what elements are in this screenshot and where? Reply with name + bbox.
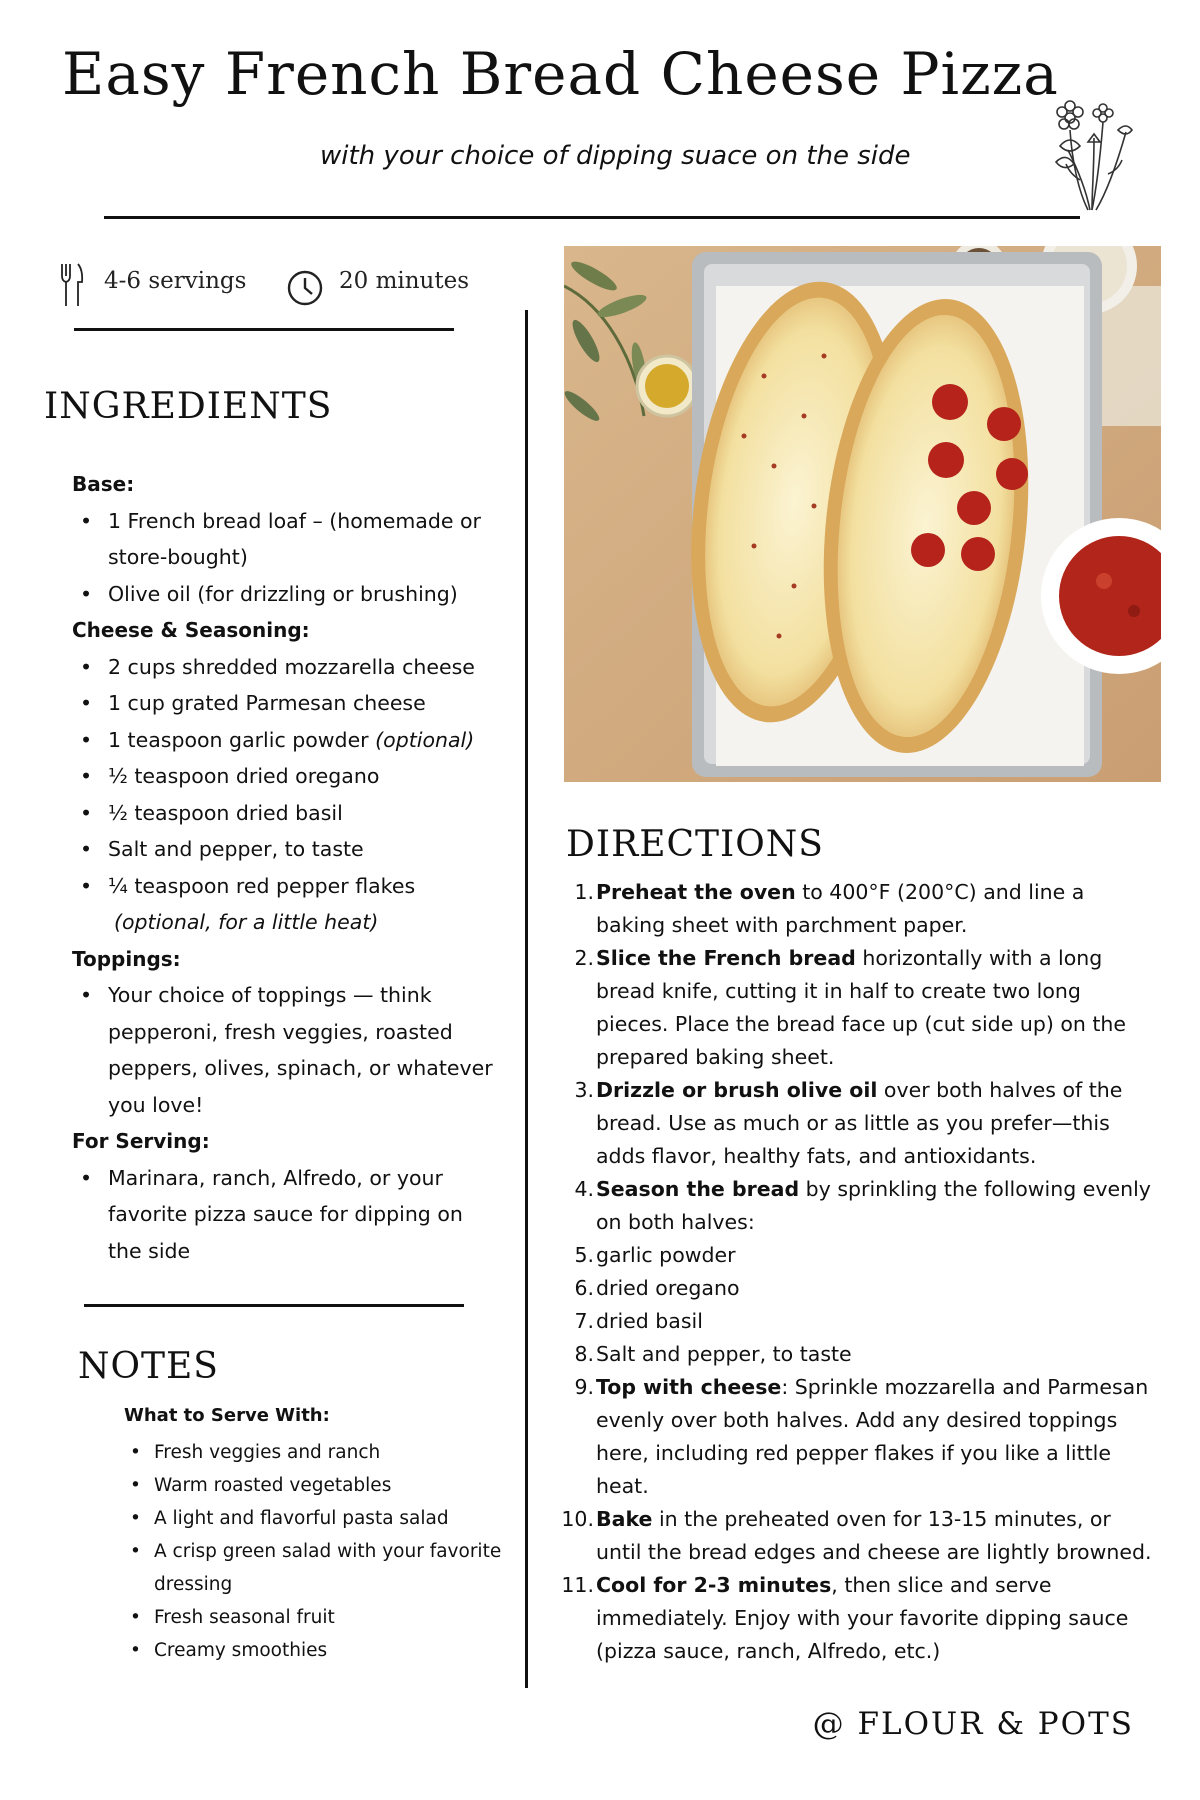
footer-credit: @ FLOUR & POTS [812,1706,1134,1742]
direction-step: 7. dried basil [574,1309,703,1333]
page-subtitle: with your choice of dipping suace on the side [320,141,911,171]
ingredient-group-title: Cheese & Seasoning: [72,618,310,642]
direction-step: 11. Cool for 2-3 minutes, then slice and serve immediately. Enjoy with your favorite dipping sauce (pizza sauce, ranch, Alfredo, etc.) [561,1573,1129,1663]
servings-text: 4-6 servings [104,268,247,294]
ingredient-group-title: For Serving: [72,1129,210,1153]
notes-heading: NOTES [78,1346,219,1387]
ingredient-item: • Marinara, ranch, Alfredo, or your favorite pizza sauce for dipping on the side [72,1160,502,1270]
ingredient-item: • Salt and pepper, to taste [72,831,502,868]
note-item: • Warm roasted vegetables [124,1469,504,1502]
ingredient-item: • 2 cups shredded mozzarella cheese [72,649,502,686]
pizza-photo [564,246,1161,782]
direction-step: 2. Slice the French bread horizontally with a long bread knife, cutting it in half to create two long pieces. Place the bread face up (cut side up) on the prepared baking sheet. [574,946,1127,1069]
direction-step: 5. garlic powder [574,1243,736,1267]
direction-step: 9. Top with cheese: Sprinkle mozzarella and Parmesan evenly over both halves. Add any desired toppings here, including red pepper flakes if you like a little heat. [574,1375,1149,1498]
page-title: Easy French Bread Cheese Pizza [62,40,1059,108]
ingredients-heading: INGREDIENTS [44,386,333,427]
clock-icon [286,269,324,307]
optional-note: (optional, for a little heat) [114,910,379,934]
ingredient-item: • 1 cup grated Parmesan cheese [72,685,502,722]
flower-doodle-icon [1048,100,1140,212]
direction-step: 3. Drizzle or brush olive oil over both halves of the bread. Use as much or as little as you prefer—this adds flavor, healthy fats, and antioxidants. [574,1078,1123,1168]
note-item: • A light and flavorful pasta salad [124,1502,504,1535]
notes-list [124,1402,504,1667]
note-item: • A crisp green salad with your favorite dressing [124,1535,504,1601]
ingredient-group-title: Toppings: [72,946,181,971]
meta-divider [74,328,454,331]
ingredient-item: • Olive oil (for drizzling or brushing) [72,576,502,613]
ingredients-divider [84,1304,464,1307]
note-item: • Fresh veggies and ranch [124,1436,504,1469]
direction-step: 10. Bake in the preheated oven for 13-15 minutes, or until the bread edges and cheese are lightly browned. [561,1507,1152,1564]
header-divider [104,216,1080,219]
direction-step: 6. dried oregano [574,1276,740,1300]
ingredient-item: • Your choice of toppings — think pepperoni, fresh veggies, roasted peppers, olives, spinach, or whatever you love! [72,977,502,1123]
ingredient-item: • 1 French bread loaf – (homemade or store-bought) [72,503,502,576]
direction-step: 1. Preheat the oven to 400°F (200°C) and line a baking sheet with parchment paper. [574,880,1085,937]
directions-heading: DIRECTIONS [566,824,824,865]
note-item: • Creamy smoothies [124,1634,504,1667]
optional-note: (optional) [375,727,475,752]
ingredient-group-title: Base: [72,472,135,496]
direction-step: 8. Salt and pepper, to taste [574,1342,852,1366]
directions-list [561,876,1156,1668]
ingredient-item: • ½ teaspoon dried basil [72,795,502,832]
fork-knife-icon [60,262,84,308]
ingredients-list [72,466,502,1269]
column-divider [525,310,528,1688]
ingredient-item: • ½ teaspoon dried oregano [72,758,502,795]
ingredient-item: • 1 teaspoon garlic powder (optional) [72,722,502,759]
notes-subheading: What to Serve With: [124,1405,330,1426]
note-item: • Fresh seasonal fruit [124,1601,504,1634]
time-text: 20 minutes [339,268,470,294]
ingredient-item: • ¼ teaspoon red pepper flakes (optional, for a little heat) [72,868,502,941]
direction-step: 4. Season the bread by sprinkling the following evenly on both halves: [574,1177,1151,1234]
